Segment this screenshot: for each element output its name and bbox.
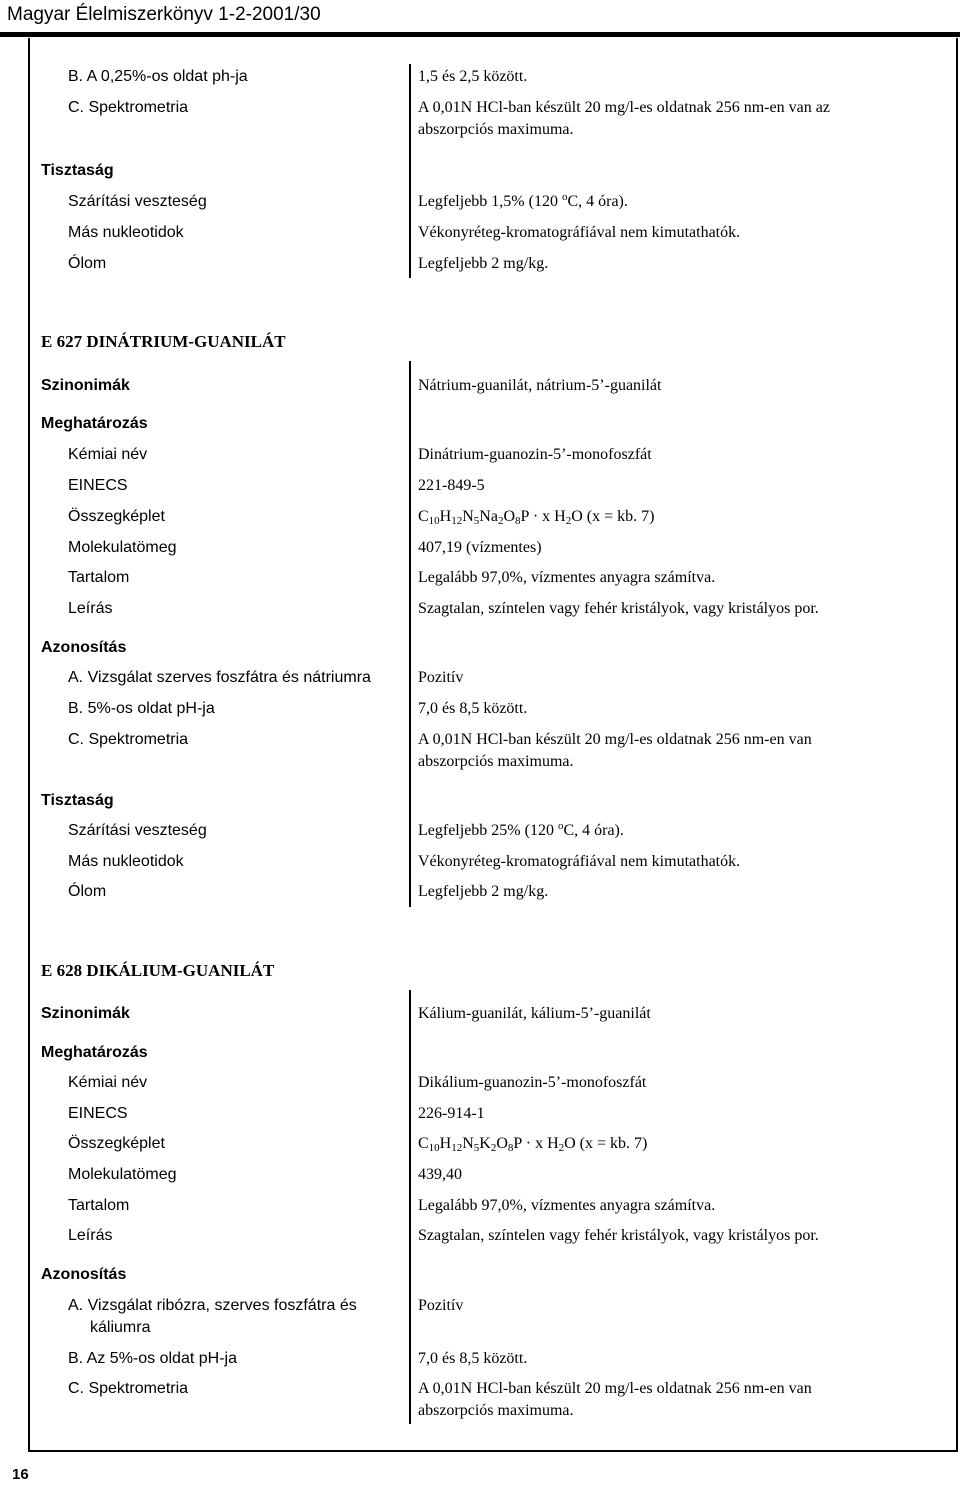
e627-formula-label: Összegképlet (68, 508, 165, 525)
e628-content-label: Tartalom (68, 1197, 130, 1214)
e628-c-value-2: abszorpciós maximuma. (418, 1402, 574, 1419)
e627-synonyms-value: Nátrium-guanilát, nátrium-5’-guanilát (418, 377, 662, 394)
e627-mw-label: Molekulatömeg (68, 539, 177, 556)
e627-definition-heading: Meghatározás (41, 415, 148, 432)
e627-title: E 627 DINÁTRIUM-GUANILÁT (41, 332, 286, 351)
e627-drying-label: Szárítási veszteség (68, 822, 207, 839)
top-lead-value: Legfeljebb 2 mg/kg. (418, 255, 549, 272)
e627-content-value: Legalább 97,0%, vízmentes anyagra számítva. (418, 569, 716, 586)
e628-content-value: Legalább 97,0%, vízmentes anyagra számítva. (418, 1197, 716, 1214)
page-header-title: Magyar Élelmiszerkönyv 1-2-2001/30 (7, 4, 321, 25)
e628-desc-label: Leírás (68, 1227, 113, 1244)
e627-ident-heading: Azonosítás (41, 639, 127, 656)
e628-title: E 628 DIKÁLIUM-GUANILÁT (41, 961, 275, 980)
e627-c-value-1: A 0,01N HCl-ban készült 20 mg/l-es oldatnak 256 nm-en van (418, 731, 812, 748)
e628-b-value: 7,0 és 8,5 között. (418, 1350, 528, 1367)
e628-mw-value: 439,40 (418, 1166, 462, 1183)
e627-synonyms-heading: Szinonimák (41, 377, 130, 394)
e628-einecs-value: 226-914-1 (418, 1105, 485, 1122)
top-value-bar (409, 64, 411, 278)
top-drying-value: Legfeljebb 1,5% (120 $^o$C, 4 óra). (418, 191, 628, 210)
e628-c-value-1: A 0,01N HCl-ban készült 20 mg/l-es oldatnak 256 nm-en van (418, 1380, 812, 1397)
e628-desc-value: Szagtalan, színtelen vagy fehér kristályok, vagy kristályos por. (418, 1227, 819, 1244)
e628-ident-heading: Azonosítás (41, 1266, 127, 1283)
header-rule (0, 32, 960, 37)
e627-drying-value: Legfeljebb 25% (120 $^o$C, 4 óra). (418, 820, 624, 839)
e628-b-label: B. Az 5%-os oldat pH-ja (68, 1350, 237, 1367)
e627-nucleotides-label: Más nukleotidok (68, 853, 184, 870)
e628-chem-label: Kémiai név (68, 1074, 148, 1091)
top-drying-label: Szárítási veszteség (68, 193, 207, 210)
e628-formula-value: $C_{10}H_{12}N_5K_2O_8P \cdot x$ $H_2O$ (x = kb. 7) (418, 1135, 648, 1154)
top-lead-label: Ólom (68, 255, 107, 272)
e628-mw-label: Molekulatömeg (68, 1166, 177, 1183)
e627-c-label: C. Spektrometria (68, 731, 189, 748)
e627-content-label: Tartalom (68, 569, 130, 586)
top-nucleotides-label: Más nukleotidok (68, 224, 184, 241)
top-c-value-2: abszorpciós maximuma. (418, 121, 574, 138)
e627-a-label: A. Vizsgálat szerves foszfátra és nátriumra (68, 669, 371, 686)
e627-b-value: 7,0 és 8,5 között. (418, 700, 528, 717)
e628-value-bar (409, 990, 411, 1424)
e627-value-bar (409, 361, 411, 907)
e628-a-value: Pozitív (418, 1297, 464, 1314)
e627-purity-heading: Tisztaság (41, 792, 114, 809)
top-b-value: 1,5 és 2,5 között. (418, 68, 528, 85)
e627-lead-value: Legfeljebb 2 mg/kg. (418, 883, 549, 900)
e627-lead-label: Ólom (68, 883, 107, 900)
e628-einecs-label: EINECS (68, 1105, 128, 1122)
e628-definition-heading: Meghatározás (41, 1044, 148, 1061)
e628-a-label-1: A. Vizsgálat ribózra, szerves foszfátra és (68, 1297, 357, 1314)
e627-einecs-label: EINECS (68, 477, 128, 494)
e627-c-value-2: abszorpciós maximuma. (418, 753, 574, 770)
e627-a-value: Pozitív (418, 669, 464, 686)
e627-desc-label: Leírás (68, 600, 113, 617)
e627-chem-value: Dinátrium-guanozin-5’-monofoszfát (418, 446, 652, 463)
e628-formula-label: Összegképlet (68, 1135, 165, 1152)
top-c-label: C. Spektrometria (68, 99, 189, 116)
top-c-value-1: A 0,01N HCl-ban készült 20 mg/l-es oldatnak 256 nm-en van az (418, 99, 830, 116)
e627-einecs-value: 221-849-5 (418, 477, 485, 494)
e628-c-label: C. Spektrometria (68, 1380, 189, 1397)
top-nucleotides-value: Vékonyréteg-kromatográfiával nem kimutathatók. (418, 224, 741, 241)
e627-mw-value: 407,19 (vízmentes) (418, 539, 542, 556)
e627-b-label: B. 5%-os oldat pH-ja (68, 700, 215, 717)
e628-chem-value: Dikálium-guanozin-5’-monofoszfát (418, 1074, 647, 1091)
e628-a-label-2: káliumra (90, 1319, 151, 1336)
e627-nucleotides-value: Vékonyréteg-kromatográfiával nem kimutathatók. (418, 853, 741, 870)
e627-formula-value: $C_{10}H_{12}N_5Na_2O_8P \cdot x$ $H_2O$ (x = kb. 7) (418, 508, 655, 527)
top-purity-heading: Tisztaság (41, 162, 114, 179)
e628-synonyms-value: Kálium-guanilát, kálium-5’-guanilát (418, 1005, 651, 1022)
e627-desc-value: Szagtalan, színtelen vagy fehér kristályok, vagy kristályos por. (418, 600, 819, 617)
e627-chem-label: Kémiai név (68, 446, 148, 463)
top-b-label: B. A 0,25%-os oldat ph-ja (68, 68, 248, 85)
page-number: 16 (12, 1466, 29, 1483)
e628-synonyms-heading: Szinonimák (41, 1005, 130, 1022)
